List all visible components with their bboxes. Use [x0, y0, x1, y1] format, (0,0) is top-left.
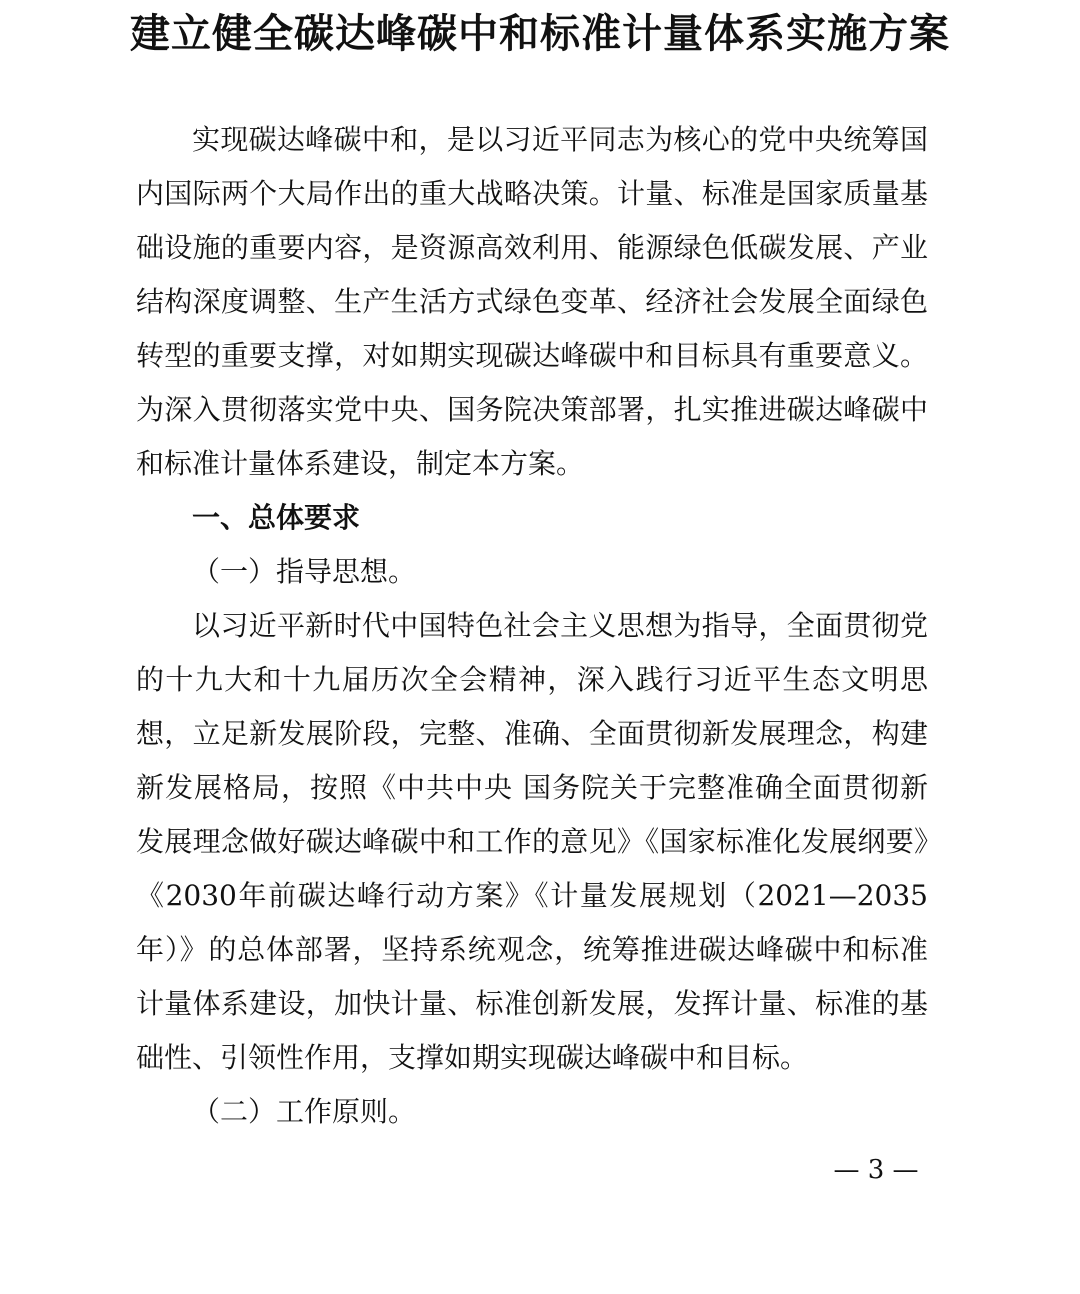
- section-heading-general-requirements: 一、总体要求: [192, 501, 361, 534]
- document-title: 建立健全碳达峰碳中和标准计量体系实施方案: [130, 11, 950, 57]
- page-number: — 3 —: [833, 1155, 919, 1185]
- intro-paragraph: 实现碳达峰碳中和，是以习近平同志为核心的党中央统筹国内国际两个大局作出的重大战略决策。计量、标准是国家质量基础设施的重要内容，是资源高效利用、能源绿色低碳发展、产业结构深度调整、生产生活方式绿色变革、经济社会发展全面绿色转型的重要支撑，对如期实现碳达峰碳中和目标具有重要意义。为深入贯彻落实党中央、国务院决策部署，扎实推进碳达峰碳中和标准计量体系建设，制定本方案。: [136, 123, 928, 480]
- subsection-heading-guiding-ideology: （一）指导思想。: [192, 555, 417, 588]
- subsection-heading-working-principles: （二）工作原则。: [192, 1095, 417, 1128]
- document-body: [136, 113, 928, 1139]
- guiding-ideology-paragraph: 以习近平新时代中国特色社会主义思想为指导，全面贯彻党的十九大和十九届历次全会精神，深入践行习近平生态文明思想，立足新发展阶段，完整、准确、全面贯彻新发展理念，构建新发展格局，按照《中共中央 国务院关于完整准确全面贯彻新发展理念做好碳达峰碳中和工作的意见》《国家标准化发展纲要》《2030年前碳达峰行动方案》《计量发展规划（2021—2035年）》的总体部署，坚持系统观念，统筹推进碳达峰碳中和标准计量体系建设，加快计量、标准创新发展，发挥计量、标准的基础性、引领性作用，支撑如期实现碳达峰碳中和目标。: [136, 609, 928, 1074]
